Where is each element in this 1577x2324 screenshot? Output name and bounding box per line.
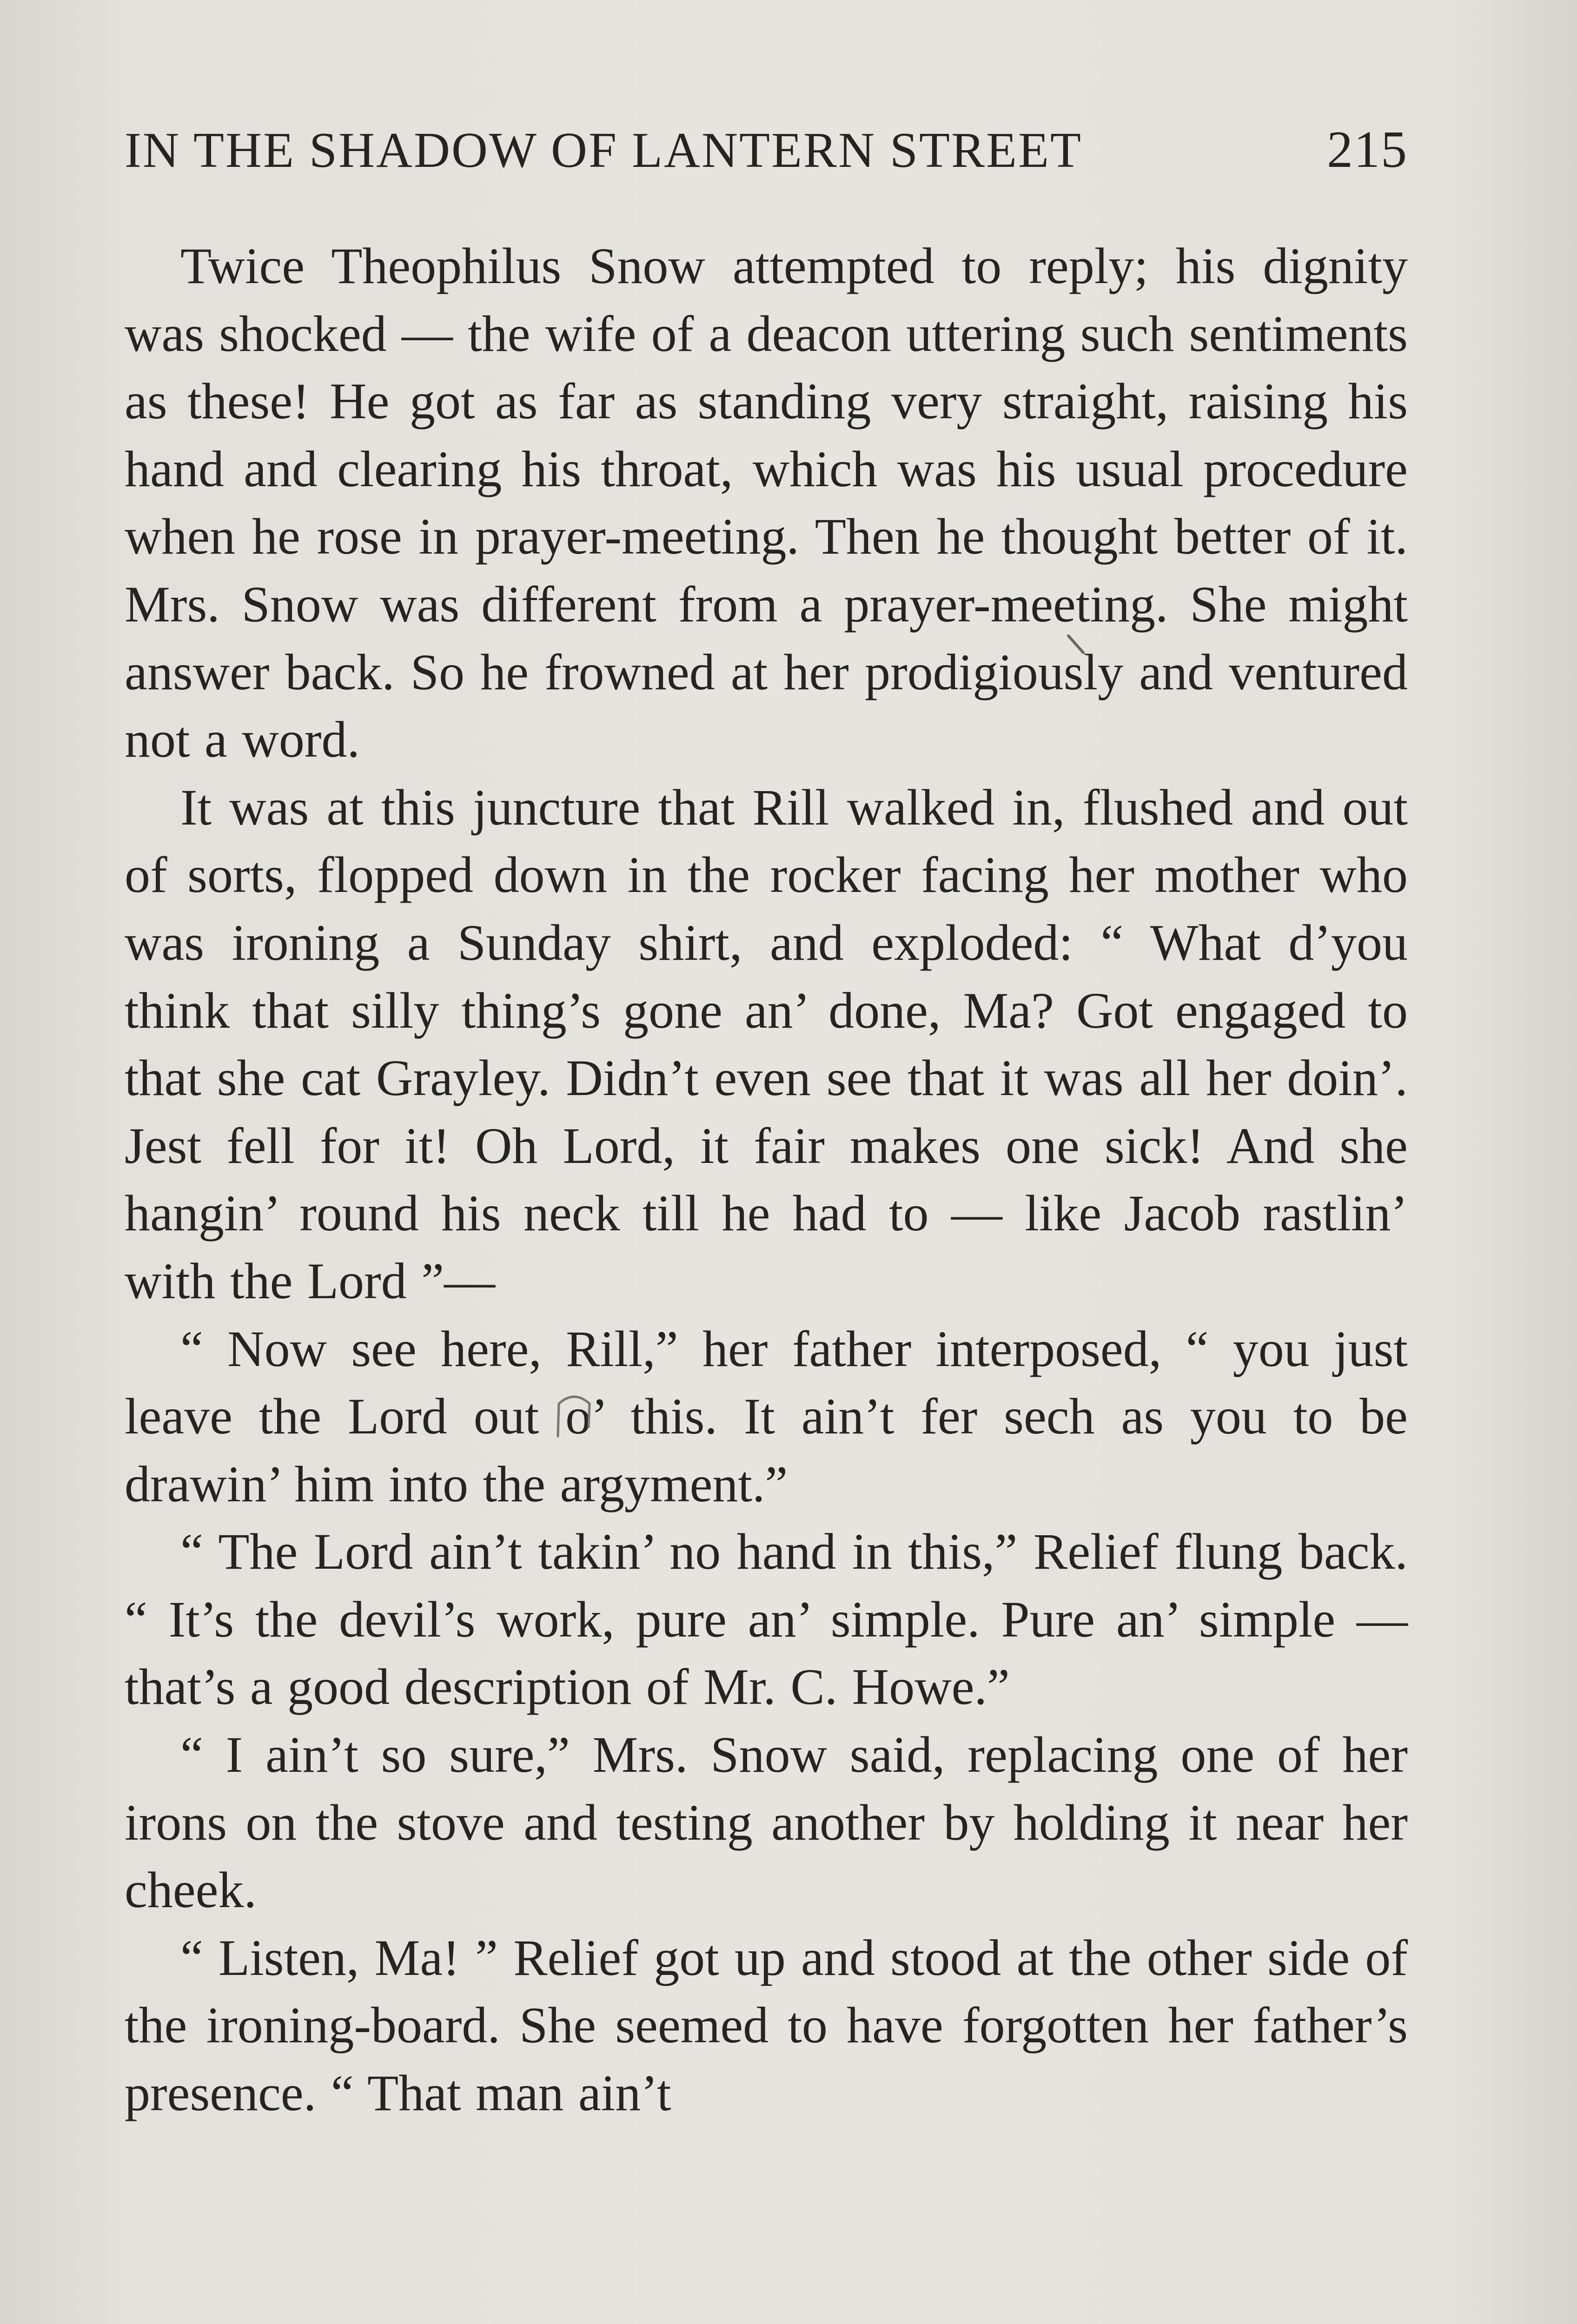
paragraph-6: “ Listen, Ma! ” Relief got up and stood at the other side of the ironing-board. She seemed to have forgotten her father’s presence. “ That man ain’t <box>125 1929 1408 2122</box>
paragraph-1: Twice Theophilus Snow attempted to reply; his dignity was shocked — the wife of a deacon uttering such sentiments as these! He got as far as standing very straight, raising his hand and clearing his throat, which was his usual procedure when he rose in prayer-meeting. Then he thought better of it. Mrs. Snow was different from a prayer-meeting. She might answer back. So he frowned at her prodigiously and ventured not a word. <box>125 238 1408 768</box>
paragraph-3: “ Now see here, Rill,” her father interposed, “ you just leave the Lord out o’ this. It ain’t fer sech as you to be drawin’ him into the argyment.” <box>125 1320 1408 1512</box>
paragraph-4: “ The Lord ain’t takin’ no hand in this,” Relief flung back. “ It’s the devil’s work, pure an’ simple. Pure an’ simple — that’s a good description of Mr. C. Howe.” <box>125 1523 1408 1716</box>
running-title: IN THE SHADOW OF LANTERN STREET <box>125 123 1082 178</box>
page-number: 215 <box>1327 121 1408 178</box>
paragraph-5: “ I ain’t so sure,” Mrs. Snow said, replacing one of her irons on the stove and testing another by holding it near her cheek. <box>125 1726 1408 1919</box>
running-head <box>125 120 1408 176</box>
body-text <box>125 232 1408 2127</box>
paragraph-2: It was at this juncture that Rill walked in, flushed and out of sorts, flopped down in the rocker facing her mother who was ironing a Sunday shirt, and exploded: “ What d’you think that silly thing’s gone an’ done, Ma? Got engaged to that she cat Grayley. Didn’t even see that it was all her doin’. Jest fell for it! Oh Lord, it fair makes one sick! And she hangin’ round his neck till he had to — like Jacob rastlin’ with the Lord ”— <box>125 779 1408 1309</box>
